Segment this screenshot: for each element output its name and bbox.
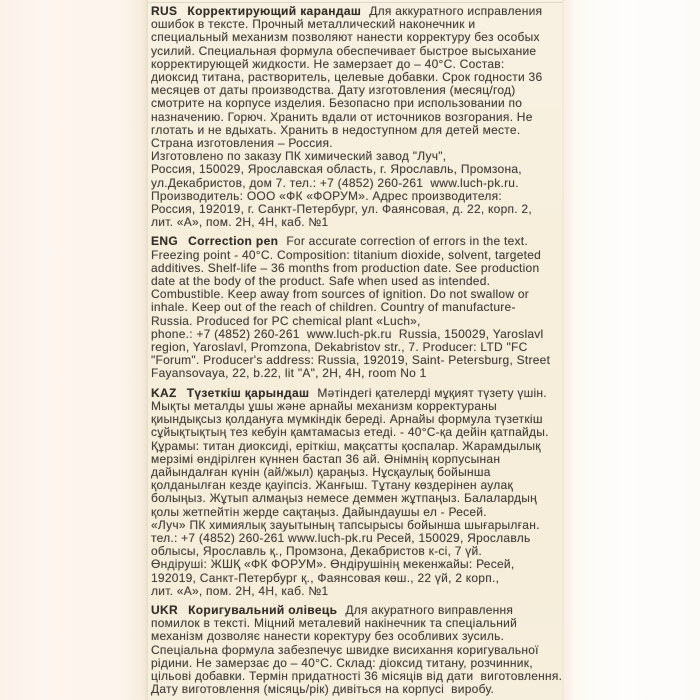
- text-line-rest: Для аккуратного исправления: [369, 4, 543, 18]
- label-top-edge-line: [148, 2, 562, 3]
- text-line: additives. Shelf-life – 36 months from production date. See production: [151, 260, 540, 275]
- text-line: date at the body of the product. Safe when used as intended.: [151, 274, 491, 289]
- text-line-rest: Мәтіндегі қателерді мұқият түзету үшін.: [317, 385, 547, 400]
- language-code: ENG: [151, 234, 179, 249]
- text-line: лит. «А», пом. 2Н, 4Н, каб. №1: [151, 215, 329, 230]
- text-line: помилок в тексті. Міцний металевий накінечник та спеціальний: [151, 616, 518, 631]
- text-line-rest: For accurate correction of errors in the text.: [286, 234, 528, 249]
- language-code: UKR: [151, 602, 179, 617]
- text-line: ошибок в тексте. Прочный металлический наконечник и: [151, 17, 476, 32]
- photo-background-right: [562, 0, 700, 700]
- text-line: «Луч» ПК химиялық зауытының тапсырысы бойынша шығарылған.: [151, 517, 540, 532]
- text-line-rest: Для акуратного виправлення: [345, 602, 514, 617]
- text-line: Производитель: ООО «ФК «ФОРУМ». Адрес производителя:: [151, 188, 502, 203]
- text-line: Спеціальна формула забезпечує швидке висихання коригувальної: [151, 642, 539, 657]
- text-line: Страна изготовления – Россия.: [151, 136, 333, 151]
- text-line: цільові добавки. Термін придатності 36 місяців від дати виготовлення.: [151, 668, 563, 683]
- product-title: Түзеткіш қарындаш: [186, 385, 310, 400]
- text-line: дайындалған күнін (ай/жыл) қараңыз. Нұсқаулық бойынша: [151, 464, 491, 479]
- text-line: Freezing point - 40°C. Composition: titanium dioxide, solvent, targeted: [151, 247, 542, 262]
- text-line: "Forum". Producer's address: Russia, 192019, Saint- Petersburg, Street: [151, 353, 551, 368]
- label-section-eng: [151, 235, 561, 380]
- product-title: Коригувальний олівець: [188, 602, 338, 617]
- text-line: Өндіруші: ЖШҚ «ФК ФОРУМ». Өндірушінің мекенжайы: Ресей,: [151, 557, 515, 572]
- text-line: усилий. Специальная формула обеспечивает быстрое высыхание: [151, 43, 537, 58]
- text-line: механізм дозволяє нанести коректуру без особливих зусиль.: [151, 629, 505, 644]
- language-code: KAZ: [151, 385, 177, 400]
- text-line: болыңыз. Жұтып алмаңыз немесе деммен жұтпаңыз. Балалардың: [151, 491, 538, 506]
- text-line: специальный механизм позволяют нанести корректуру без особых: [151, 30, 540, 45]
- text-line: қолданылған кезде қауіпсіз. Жанғыш. Тұтану көздерінен аулақ: [151, 478, 513, 493]
- product-label: [148, 0, 562, 700]
- text-line: глотать и не вдыхать. Хранить в недоступном для детей месте.: [151, 122, 521, 137]
- text-line: Combustible. Keep away from sources of ignition. Do not swallow or: [151, 287, 529, 302]
- text-line: қиындықсыз қолдануға мүмкіндік береді. Арнайы формула түзеткіш: [151, 412, 543, 427]
- text-line: смотрите на корпусе изделия. Безопасно при использовании по: [151, 96, 523, 111]
- text-line: Дату виготовлення (місяць/рік) дивіться на корпусі виробу.: [151, 682, 495, 697]
- text-line: inhale. Keep out of the reach of children. Country of manufacture-: [151, 300, 516, 315]
- text-line: назначению. Горюч. Хранить вдали от источников возгорания. Не: [151, 109, 533, 124]
- photo-background-left: [0, 0, 148, 700]
- text-line: Россия, 192019, г. Санкт-Петербург, ул. Фаянсовая, д. 22, корп. 2,: [151, 202, 532, 217]
- label-section-rus: [151, 5, 561, 229]
- text-line: облысы, Ярославль қ., Промзона, Декабристов к-сі, 7 үй.: [151, 544, 483, 559]
- product-title: Correction pen: [188, 234, 279, 249]
- label-text-column: [151, 5, 561, 696]
- text-line: корректирующей жидкости. Не замерзает до – 40°С. Состав:: [151, 56, 505, 71]
- text-line: ул.Декабристов, дом 7. тел.: +7 (4852) 260-261 www.luch-pk.ru.: [151, 175, 519, 190]
- text-line: рідини. Не замерзає до – 40°С. Склад: діоксид титану, розчинник,: [151, 655, 533, 670]
- text-line: мерзімі өндірілген күннен бастап 36 ай. Өнімнің корпусынан: [151, 451, 501, 466]
- text-line: [151, 235, 561, 248]
- text-line: Россия, 150029, Ярославская область, г. Ярославль, Промзона,: [151, 162, 522, 177]
- text-line: месяцев от даты производства. Дату изготовления (месяц/год): [151, 83, 516, 98]
- text-line: Russia. Produced for PC chemical plant «Luch»,: [151, 313, 421, 328]
- text-line: [151, 387, 561, 400]
- text-line: Fayansovaya, 22, b.22, lit "A", 2H, 4H, room No 1: [151, 366, 427, 381]
- text-line: тел.: +7 (4852) 260-261 www.luch-pk.ru Ресей, 150029, Ярославль: [151, 530, 531, 545]
- text-line: 192019, Санкт-Петербург қ., Фаянсовая көш., 22 үй, 2 корп.,: [151, 570, 500, 585]
- text-line: region, Yaroslavl, Promzona, Dekabristov str., 7. Producer: LTD "FC: [151, 340, 528, 355]
- text-line: қолы жетпейтін жерде сақтаңыз. Дайындаушы ел - Ресей.: [151, 504, 487, 519]
- text-line: Құрамы: титан диоксиді, еріткіш, мақсатты қоспалар. Жарамдылық: [151, 438, 541, 453]
- text-line: phone.: +7 (4852) 260-261 www.luch-pk.ru Russia, 150029, Yaroslavl: [151, 326, 544, 341]
- label-section-ukr: [151, 604, 561, 696]
- language-code: RUS: [151, 4, 178, 18]
- text-line: лит. «А», пом. 2Н, 4Н, каб. №1: [151, 583, 329, 598]
- text-line: Мықты металды ұшы және арнайы механизм корректураны: [151, 398, 498, 413]
- text-line: сұйықтықтың тез кебуін қамтамасыз етеді. - 40°С-қа дейін қатпайды.: [151, 425, 549, 440]
- text-line: Изготовлено по заказу ПК химический завод "Луч",: [151, 149, 447, 164]
- product-title: Корректирующий карандаш: [187, 4, 362, 18]
- label-section-kaz: [151, 387, 561, 598]
- text-line: диоксид титана, растворитель, целевые добавки. Срок годности 36: [151, 70, 543, 85]
